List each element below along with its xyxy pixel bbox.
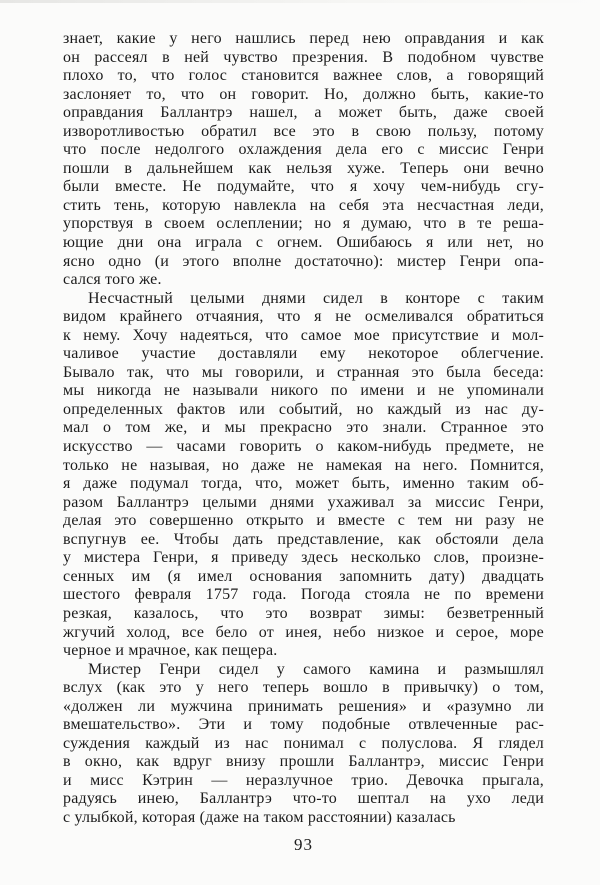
text-line: он рассеял в ней чувство презрения. В подобном чувстве [63,48,544,66]
text-line: и мисс Кэтрин — неразлучное трио. Девочка прыгала, [63,771,544,789]
text-line: оправдания Баллантрэ нашел, а может быть, даже своей [63,104,544,122]
text-line: делая это совершенно открыто и вместе с тем ни разу не [63,512,544,530]
text-line: искусство — часами говорить о каком-нибудь предмете, не [63,438,544,456]
text-line: вслух (как это у него теперь вошло в привычку) о том, [63,679,544,697]
text-line: черное и мрачное, как пещера. [63,642,278,660]
text-line: Несчастный целыми днями сидел в конторе с таким [88,289,544,307]
text-line: знает, какие у него нашлись перед нею оправдания и как [63,30,544,47]
text-line: с улыбкой, которая (даже на таком расстоянии) казалась [63,808,456,826]
text-line: только не называя, но даже не намекая на него. Помнится, [63,456,544,474]
text-line: Мистер Генри сидел у самого камина и размышлял [88,660,544,678]
text-line: к нему. Хочу надеяться, что самое мое присутствие и мол- [63,326,544,344]
text-line: мал о том же, и мы прекрасно это знали. Странное это [63,419,544,437]
text-line: сенных им (я имел основания запомнить дату) двадцать [63,567,544,585]
text-line: чаливое участие доставляли ему некоторое облегчение. [63,345,544,363]
text-line: вспугнув ее. Чтобы дать представление, как обстояли дела [63,530,544,548]
text-line: у мистера Генри, я приведу здесь несколько слов, произне- [63,549,544,567]
text-line: видом крайнего отчаяния, что я не осмеливался обратиться [63,308,544,326]
text-line: плохо то, что голос становится важнее слов, а говорящий [63,67,544,85]
text-line: вмешательство». Эти и тому подобные отвлеченные рас- [63,716,544,734]
text-line: сался того же. [63,271,162,289]
text-line: Бывало так, что мы говорили, и странная это была беседа: [63,363,544,381]
scan-edge-artifact [0,0,600,3]
page-number: 93 [294,834,313,854]
text-line: шестого февраля 1757 года. Погода стояла не по времени [63,586,544,604]
text-line: упорствуя в своем ослеплении; но я думаю, что в те реша- [63,215,544,233]
text-line: заслоняет то, что он говорит. Но, должно быть, какие-то [63,85,544,103]
text-line: мы никогда не называли никого по имени и не упоминали [63,382,544,400]
text-line: изворотливостью обратил все это в свою пользу, потому [63,122,544,140]
text-line: разом Баллантрэ целыми днями ухаживал за миссис Генри, [63,493,544,511]
text-line: «должен ли мужчина принимать решения» и «разумно ли [63,697,544,715]
text-line: были вместе. Не подумайте, что я хочу чем-нибудь сгу- [63,178,544,196]
text-line: суждения каждый из нас понимал с полуслова. Я глядел [63,734,544,752]
text-line: ясно одно (и этого вполне достаточно): мистер Генри опа- [63,252,544,270]
text-line: жгучий холод, все бело от инея, небо низкое и серое, море [63,623,544,641]
text-line: пошли в дальнейшем как нельзя хуже. Теперь они вечно [63,159,544,177]
text-block [63,30,544,828]
text-line: радуясь инею, Баллантрэ что-то шептал на ухо леди [63,790,544,808]
text-line: определенных фактов или событий, но каждый из нас ду- [63,400,544,418]
text-line: ющие дни она играла с огнем. Ошибаюсь я или нет, но [63,234,544,252]
text-line: я даже подумал тогда, что, может быть, именно таким об- [63,475,544,493]
text-line: резкая, казалось, что это возврат зимы: безветренный [63,604,544,622]
text-line: в окно, как вдруг внизу прошли Баллантрэ, миссис Генри [63,753,544,771]
text-line: что после недолгого охлаждения дела его с миссис Генри [63,141,544,159]
text-line: стить тень, которую навлекла на себя эта несчастная леди, [63,196,544,214]
